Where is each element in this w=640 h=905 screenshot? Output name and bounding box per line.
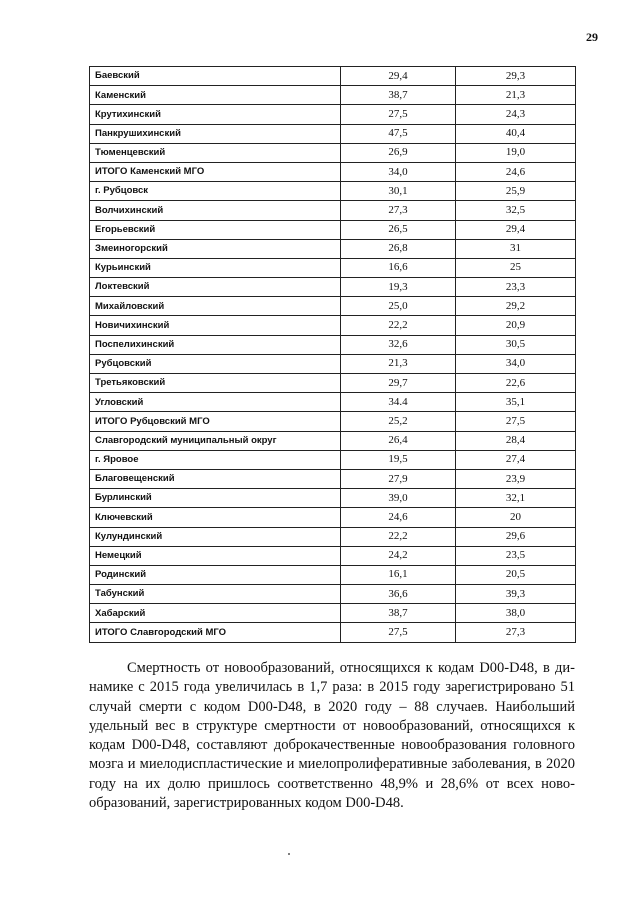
territory-name-cell: Крутихинский [90,105,341,124]
value-2020-cell: 24,3 [456,105,576,124]
value-2020-cell: 22,6 [456,374,576,393]
table-row [90,431,576,450]
territory-name-cell: Волчихинский [90,201,341,220]
territory-name-cell: Благовещенский [90,469,341,488]
value-2015-cell: 26,8 [341,239,456,258]
value-2015-cell: 25,2 [341,412,456,431]
value-2015-cell: 16,6 [341,258,456,277]
value-2020-cell: 29,6 [456,527,576,546]
table-row [90,316,576,335]
territory-name-cell: Хабарский [90,604,341,623]
territory-name-cell: Родинский [90,565,341,584]
value-2020-cell: 25,9 [456,182,576,201]
table-row [90,450,576,469]
value-2015-cell: 16,1 [341,565,456,584]
table-row [90,105,576,124]
territory-name-cell: г. Яровое [90,450,341,469]
territory-name-cell: Рубцовский [90,354,341,373]
territory-name-cell: Курьинский [90,258,341,277]
territory-name-cell: Панкрушихинский [90,124,341,143]
value-2015-cell: 25,0 [341,297,456,316]
value-2020-cell: 39,3 [456,585,576,604]
value-2020-cell: 25 [456,258,576,277]
table-row [90,297,576,316]
table-row [90,393,576,412]
territory-name-cell: ИТОГО Славгородский МГО [90,623,341,642]
value-2015-cell: 29,4 [341,67,456,86]
value-2015-cell: 27,5 [341,105,456,124]
table-row [90,546,576,565]
value-2015-cell: 27,9 [341,469,456,488]
value-2015-cell: 27,3 [341,201,456,220]
table-row [90,67,576,86]
value-2015-cell: 47,5 [341,124,456,143]
territory-name-cell: Немецкий [90,546,341,565]
value-2015-cell: 26,4 [341,431,456,450]
table-row [90,565,576,584]
territory-name-cell: Третьяковский [90,374,341,393]
value-2020-cell: 28,4 [456,431,576,450]
value-2015-cell: 26,9 [341,143,456,162]
table-row [90,124,576,143]
value-2015-cell: 38,7 [341,604,456,623]
table-row [90,604,576,623]
value-2015-cell: 26,5 [341,220,456,239]
value-2020-cell: 27,4 [456,450,576,469]
value-2015-cell: 39,0 [341,489,456,508]
table-row [90,239,576,258]
value-2015-cell: 34,0 [341,162,456,181]
table-row [90,258,576,277]
value-2020-cell: 23,3 [456,278,576,297]
value-2015-cell: 22,2 [341,527,456,546]
territory-name-cell: ИТОГО Рубцовский МГО [90,412,341,431]
value-2015-cell: 38,7 [341,86,456,105]
territory-name-cell: Баевский [90,67,341,86]
value-2015-cell: 34.4 [341,393,456,412]
value-2020-cell: 29,4 [456,220,576,239]
table-row [90,335,576,354]
territory-name-cell: Угловский [90,393,341,412]
value-2020-cell: 20,9 [456,316,576,335]
value-2015-cell: 19,5 [341,450,456,469]
table-row [90,182,576,201]
value-2020-cell: 34,0 [456,354,576,373]
value-2015-cell: 22,2 [341,316,456,335]
value-2015-cell: 30,1 [341,182,456,201]
value-2020-cell: 32,5 [456,201,576,220]
body-paragraph: Смертность от новообразований, относящихся к кодам D00-D48, в динамике с 2015 года увеличилась в 1,7 раза: в 2015 году зарегистрировано 51 случай смерти с кодом D00-D48, в 2020 году – 88 случаев. Наибольший удельный вес в структуре смертности от новообразований, относящихся к кодам D00-D48, составляют доброкачественные новообразования головного мозга и миелодиспластические и миелопролиферативные заболевания, в 2020 году на их долю пришлось соответственно 48,9% и 28,6% от всех новообразований, зарегистрированных кодом D00-D48. [89,660,575,812]
value-2020-cell: 29,2 [456,297,576,316]
territory-name-cell: Поспелихинский [90,335,341,354]
table-row [90,220,576,239]
table-row [90,201,576,220]
value-2020-cell: 21,3 [456,86,576,105]
territory-name-cell: Локтевский [90,278,341,297]
table-row [90,162,576,181]
territory-name-cell: Новичихинский [90,316,341,335]
table-row [90,278,576,297]
value-2015-cell: 32,6 [341,335,456,354]
territory-name-cell: г. Рубцовск [90,182,341,201]
value-2020-cell: 27,5 [456,412,576,431]
table-row [90,527,576,546]
value-2020-cell: 20,5 [456,565,576,584]
table-row [90,374,576,393]
table-row [90,469,576,488]
value-2015-cell: 19,3 [341,278,456,297]
table-row [90,412,576,431]
territory-name-cell: Ключевский [90,508,341,527]
value-2015-cell: 24,2 [341,546,456,565]
value-2015-cell: 27,5 [341,623,456,642]
table-row [90,489,576,508]
table-row [90,86,576,105]
value-2015-cell: 21,3 [341,354,456,373]
territory-name-cell: Табунский [90,585,341,604]
value-2020-cell: 24,6 [456,162,576,181]
value-2020-cell: 30,5 [456,335,576,354]
value-2020-cell: 31 [456,239,576,258]
value-2020-cell: 27,3 [456,623,576,642]
value-2020-cell: 23,9 [456,469,576,488]
territory-name-cell: Славгородский муниципальный округ [90,431,341,450]
page-number: 29 [586,30,598,44]
table-row [90,508,576,527]
value-2020-cell: 20 [456,508,576,527]
value-2020-cell: 38,0 [456,604,576,623]
table-row [90,143,576,162]
territory-name-cell: Бурлинский [90,489,341,508]
territory-name-cell: Михайловский [90,297,341,316]
territory-name-cell: Кулундинский [90,527,341,546]
territory-name-cell: Тюменцевский [90,143,341,162]
table-row [90,585,576,604]
table-body [90,67,576,643]
territory-name-cell: Егорьевский [90,220,341,239]
value-2020-cell: 32,1 [456,489,576,508]
value-2020-cell: 29,3 [456,67,576,86]
territory-name-cell: ИТОГО Каменский МГО [90,162,341,181]
territory-name-cell: Змеиногорский [90,239,341,258]
table-row [90,623,576,642]
value-2020-cell: 23,5 [456,546,576,565]
value-2020-cell: 35,1 [456,393,576,412]
value-2015-cell: 24,6 [341,508,456,527]
territory-name-cell: Каменский [90,86,341,105]
value-2015-cell: 29,7 [341,374,456,393]
value-2015-cell: 36,6 [341,585,456,604]
scan-speck [288,853,290,855]
value-2020-cell: 19,0 [456,143,576,162]
value-2020-cell: 40,4 [456,124,576,143]
mortality-table [89,66,576,643]
table-row [90,354,576,373]
